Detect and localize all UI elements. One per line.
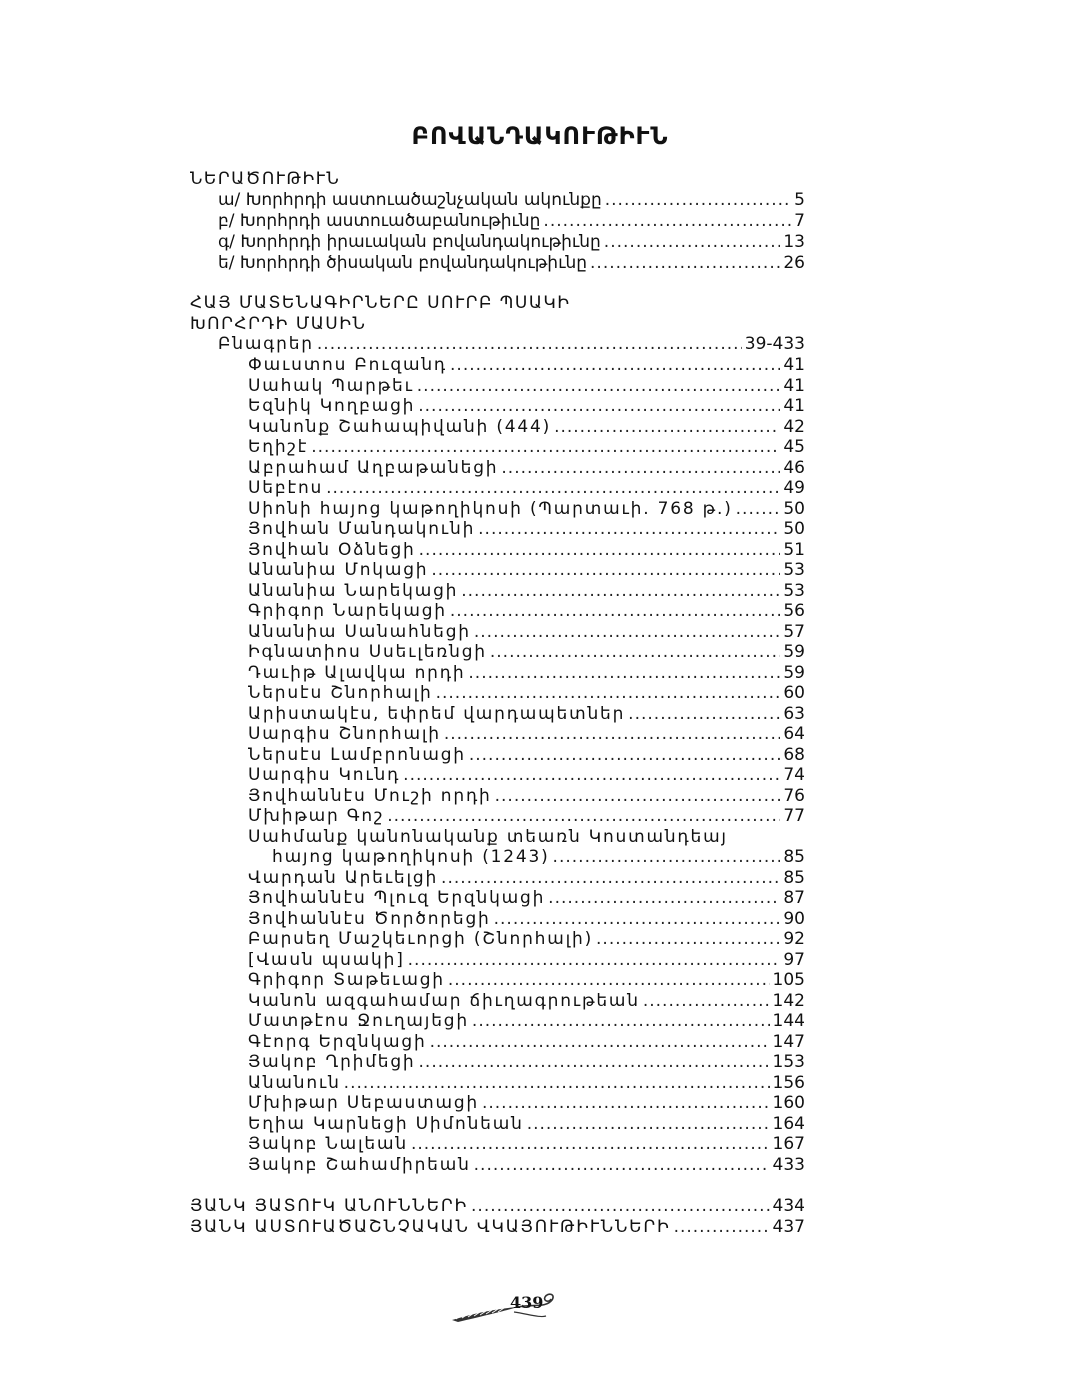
toc-row[interactable] xyxy=(248,1011,805,1032)
intro-heading: ՆԵՐԱԾՈՒԹԻՒՆ xyxy=(190,169,341,189)
leader-dots xyxy=(419,540,781,561)
toc-page: 42 xyxy=(783,416,805,437)
toc-page: 39-433 xyxy=(744,334,805,354)
toc-page: 160 xyxy=(772,1093,805,1113)
toc-label: Յակոբ Նալեան xyxy=(248,1134,408,1154)
toc-label: Սեբէոս xyxy=(248,478,324,498)
toc-page: 41 xyxy=(783,396,805,416)
leader-dots xyxy=(471,1196,770,1217)
toc-row[interactable] xyxy=(248,1155,805,1176)
leader-dots xyxy=(419,1052,770,1073)
leader-dots xyxy=(478,519,780,540)
leader-dots xyxy=(553,847,781,868)
leader-dots xyxy=(403,765,780,786)
toc-row[interactable] xyxy=(248,437,805,458)
toc-row[interactable] xyxy=(248,765,805,786)
toc-label: Մատթէոս Ջուղայեցի xyxy=(248,1011,469,1031)
toc-label: Եղիշէ xyxy=(248,437,309,457)
toc-row[interactable] xyxy=(248,1073,805,1094)
toc-page: 53 xyxy=(783,560,805,580)
toc-row[interactable] xyxy=(248,663,805,684)
leader-dots xyxy=(548,888,780,909)
toc-label: հայոց կաթողիկոսի (1243) xyxy=(272,847,550,867)
toc-page: 147 xyxy=(772,1031,805,1052)
leader-dots xyxy=(326,478,780,499)
part2-heading-line1: ՀԱՅ ՄԱՏԵՆԱԳԻՐՆԵՐԸ ՍՈՒՐԲ ՊՍԱԿԻ xyxy=(190,293,571,313)
leader-dots xyxy=(543,211,791,232)
toc-label: Իգնատիոս Սսեւլեռնցի xyxy=(248,642,487,662)
toc-row[interactable] xyxy=(218,190,805,211)
toc-label: գ/ Խորհրդի իրաւական բովանդակութիւնը xyxy=(218,232,601,252)
leader-dots xyxy=(448,970,770,991)
leader-dots xyxy=(417,376,781,397)
toc-row[interactable] xyxy=(248,540,805,561)
toc-page: 46 xyxy=(783,457,805,478)
toc-page: 144 xyxy=(772,1011,805,1031)
toc-label: Գրիգոր Նարեկացի xyxy=(248,601,447,621)
toc-row[interactable] xyxy=(248,704,805,725)
toc-row[interactable] xyxy=(248,642,805,663)
leader-dots xyxy=(444,724,781,745)
toc-page: 90 xyxy=(783,908,805,929)
toc-row[interactable] xyxy=(248,745,805,766)
toc-label: Կանոնք Շահապիվանի (444) xyxy=(248,416,552,437)
toc-row[interactable] xyxy=(218,211,805,232)
toc-label: Ներսէս Լամբրոնացի xyxy=(248,744,466,765)
leader-dots xyxy=(736,499,781,520)
toc-row[interactable] xyxy=(248,1032,805,1053)
toc-page: 64 xyxy=(783,724,805,744)
toc-row[interactable] xyxy=(248,581,805,602)
toc-page: 156 xyxy=(772,1072,805,1093)
leader-dots xyxy=(501,458,780,479)
toc-page: 87 xyxy=(783,888,805,908)
leader-dots xyxy=(441,868,780,889)
toc-label: Անանիա Սանահնեցի xyxy=(248,621,471,642)
toc-label: Յովհաննէս Ծործորեցի xyxy=(248,908,491,929)
toc-label: բ/ Խորհրդի աստուածաբանութիւնը xyxy=(218,211,541,231)
leader-dots xyxy=(450,601,780,622)
toc-page: 74 xyxy=(783,765,805,785)
toc-page: 167 xyxy=(772,1134,805,1154)
toc-row[interactable] xyxy=(248,970,805,991)
leader-dots xyxy=(418,396,780,417)
toc-label: Վարդան Արեւելցի xyxy=(248,867,439,888)
toc-page: 57 xyxy=(783,621,805,642)
toc-label: ՅԱՆԿ ԱՍՏՈՒԱԾԱՇՆՉԱԿԱՆ ՎԿԱՅՈՒԹԻՒՆՆԵՐԻ xyxy=(190,1217,671,1237)
leader-dots xyxy=(495,786,781,807)
toc-row[interactable] xyxy=(272,847,805,868)
toc-label: Անանիա Մոկացի xyxy=(248,560,429,580)
toc-label: Յովհաննէս Մուշի որդի xyxy=(248,785,492,806)
toc-row[interactable] xyxy=(218,253,805,274)
toc-row[interactable] xyxy=(248,909,805,930)
toc-row[interactable] xyxy=(248,417,805,438)
leader-dots xyxy=(643,991,770,1012)
leader-dots xyxy=(461,581,780,602)
leader-dots xyxy=(494,909,781,930)
toc-page: 85 xyxy=(783,847,805,867)
toc-page: 53 xyxy=(783,580,805,601)
toc-label: Անանուն xyxy=(248,1072,341,1093)
toc-label: Անանիա Նարեկացի xyxy=(248,580,459,601)
leader-dots xyxy=(408,950,781,971)
toc-row[interactable] xyxy=(248,622,805,643)
toc-page: 142 xyxy=(772,990,805,1011)
leader-dots xyxy=(590,253,780,274)
leader-dots xyxy=(317,334,742,355)
toc-page: 63 xyxy=(783,703,805,724)
toc-label: Յովհաննէս Պլուզ Երզնկացի xyxy=(248,888,546,908)
toc-label: ե/ Խորհրդի ծիսական բովանդակութիւնը xyxy=(218,253,588,273)
toc-row[interactable] xyxy=(248,478,805,499)
toc-label: Եզնիկ Կողբացի xyxy=(248,396,416,416)
toc-row[interactable] xyxy=(248,929,805,950)
toc-label: Աբրահամ Աղբաթանեցի xyxy=(248,457,499,478)
leader-dots xyxy=(431,560,780,581)
toc-page: 433 xyxy=(772,1154,805,1175)
toc-page: 92 xyxy=(783,929,805,949)
toc-label: Սահակ Պարթեւ xyxy=(248,375,414,396)
leader-dots xyxy=(628,704,780,725)
toc-page: 26 xyxy=(783,253,805,273)
toc-row[interactable] xyxy=(190,1196,805,1217)
toc-page: 85 xyxy=(783,867,805,888)
leader-dots xyxy=(387,806,780,827)
toc-page: 105 xyxy=(772,970,805,990)
toc-row[interactable] xyxy=(248,991,805,1012)
toc-label: Բնագրեր xyxy=(218,334,314,354)
toc-label: Յակոբ Ղրիմեցի xyxy=(248,1052,416,1072)
leader-dots xyxy=(674,1217,770,1238)
toc-page: 49 xyxy=(783,478,805,498)
toc-label: Գէորգ Երզնկացի xyxy=(248,1031,427,1052)
toc-row[interactable] xyxy=(248,355,805,376)
toc-page: 437 xyxy=(772,1217,805,1237)
page-title: ԲՈՎԱՆԴԱԿՈՒԹԻՒՆ xyxy=(411,122,669,150)
toc-row[interactable] xyxy=(248,1114,805,1135)
toc-label: Բարսեղ Մաշկեւորցի (Շնորհալի) xyxy=(248,929,594,949)
toc-label: Արիստակէս, եփրեմ վարդապետներ xyxy=(248,703,626,724)
toc-label: ա/ Խորհրդի աստուածաշնչական ակունքը xyxy=(218,190,602,210)
toc-page: 60 xyxy=(783,683,805,703)
leader-dots xyxy=(527,1114,770,1135)
toc-row[interactable] xyxy=(248,1052,805,1073)
toc-row[interactable] xyxy=(190,1217,805,1238)
toc-page: 434 xyxy=(772,1196,805,1216)
toc-page: 164 xyxy=(772,1113,805,1134)
toc-row[interactable] xyxy=(248,396,805,417)
toc-page: 51 xyxy=(783,539,805,560)
page-number: 439 xyxy=(510,1293,544,1312)
toc-label: Կանոն ազգահամար ճիւղագրութեան xyxy=(248,990,640,1011)
leader-dots xyxy=(596,929,780,950)
toc-label: Գրիգոր Տաթեւացի xyxy=(248,970,445,990)
toc-label: Մխիթար Սեբաստացի xyxy=(248,1093,479,1113)
leader-dots xyxy=(450,355,780,376)
leader-dots xyxy=(605,190,791,211)
leader-dots xyxy=(474,622,780,643)
toc-label: Ներսէս Շնորհալի xyxy=(248,683,433,703)
toc-label: ՅԱՆԿ ՅԱՏՈՒԿ ԱՆՈՒՆՆԵՐԻ xyxy=(190,1196,469,1216)
toc-label: Փաւստոս Բուզանդ xyxy=(248,355,448,375)
leader-dots xyxy=(469,745,781,766)
toc-page: 56 xyxy=(783,601,805,621)
toc-page: 41 xyxy=(783,355,805,375)
leader-dots xyxy=(474,1155,770,1176)
toc-row[interactable] xyxy=(248,724,805,745)
toc-row[interactable] xyxy=(218,232,805,253)
toc-row[interactable] xyxy=(248,806,805,827)
toc-row[interactable] xyxy=(248,868,805,889)
toc-label: Սարգիս Շնորհալի xyxy=(248,724,441,744)
toc-label: Եղիա Կարնեցի Սիմոնեան xyxy=(248,1113,524,1134)
toc-page: 41 xyxy=(783,375,805,396)
leader-dots xyxy=(344,1073,770,1094)
toc-page: 50 xyxy=(783,498,805,519)
leader-dots xyxy=(430,1032,770,1053)
toc-label: Դաւիթ Ալավկա որդի xyxy=(248,662,466,683)
toc-row[interactable] xyxy=(248,560,805,581)
part2-heading-line2: ԽՈՐՀՐԴԻ ՄԱՍԻՆ xyxy=(190,314,367,334)
toc-label: Սահմանք կանոնականք տեառն Կոստանդեայ xyxy=(248,826,728,847)
toc-page: 77 xyxy=(783,806,805,826)
toc-page: 7 xyxy=(794,211,805,231)
toc-page: 97 xyxy=(783,949,805,970)
toc-page: 76 xyxy=(783,785,805,806)
leader-dots xyxy=(490,642,781,663)
toc-row[interactable] xyxy=(248,888,805,909)
toc-row[interactable] xyxy=(248,950,805,971)
toc-label: Սիոնի հայոց կաթողիկոսի (Պարտաւի. 768 թ.) xyxy=(248,498,733,519)
toc-page: 13 xyxy=(783,232,805,252)
toc-row[interactable] xyxy=(248,519,805,540)
toc-row[interactable] xyxy=(248,827,805,848)
leader-dots xyxy=(472,1011,770,1032)
toc-label: [Վասն պսակի] xyxy=(248,949,405,970)
leader-dots xyxy=(554,417,780,438)
toc-label: Մխիթար Գոշ xyxy=(248,806,385,826)
toc-page: 50 xyxy=(783,519,805,539)
leader-dots xyxy=(482,1093,770,1114)
toc-page: 59 xyxy=(783,662,805,683)
leader-dots xyxy=(436,683,781,704)
toc-row[interactable] xyxy=(248,1093,805,1114)
toc-label: Յովհան Օձնեցի xyxy=(248,539,416,560)
toc-row[interactable] xyxy=(248,786,805,807)
toc-row[interactable] xyxy=(248,1134,805,1155)
toc-page: 59 xyxy=(783,642,805,662)
toc-page: 5 xyxy=(794,190,805,210)
toc-label: Յակոբ Շահամիրեան xyxy=(248,1154,471,1175)
leader-dots xyxy=(411,1134,770,1155)
toc-row[interactable] xyxy=(248,601,805,622)
toc-row[interactable] xyxy=(248,376,805,397)
quill-ornament-icon xyxy=(448,1290,568,1330)
leader-dots xyxy=(468,663,780,684)
toc-label: Սարգիս Կունդ xyxy=(248,765,401,785)
toc-row-texts[interactable] xyxy=(218,334,805,355)
toc-page: 68 xyxy=(783,744,805,765)
toc-label: Յովհան Մանդակունի xyxy=(248,519,476,539)
leader-dots xyxy=(604,232,781,253)
toc-row[interactable] xyxy=(248,458,805,479)
toc-page: 153 xyxy=(772,1052,805,1072)
toc-page: 45 xyxy=(783,437,805,457)
toc-row[interactable] xyxy=(248,683,805,704)
toc-row[interactable] xyxy=(248,499,805,520)
leader-dots xyxy=(311,437,780,458)
